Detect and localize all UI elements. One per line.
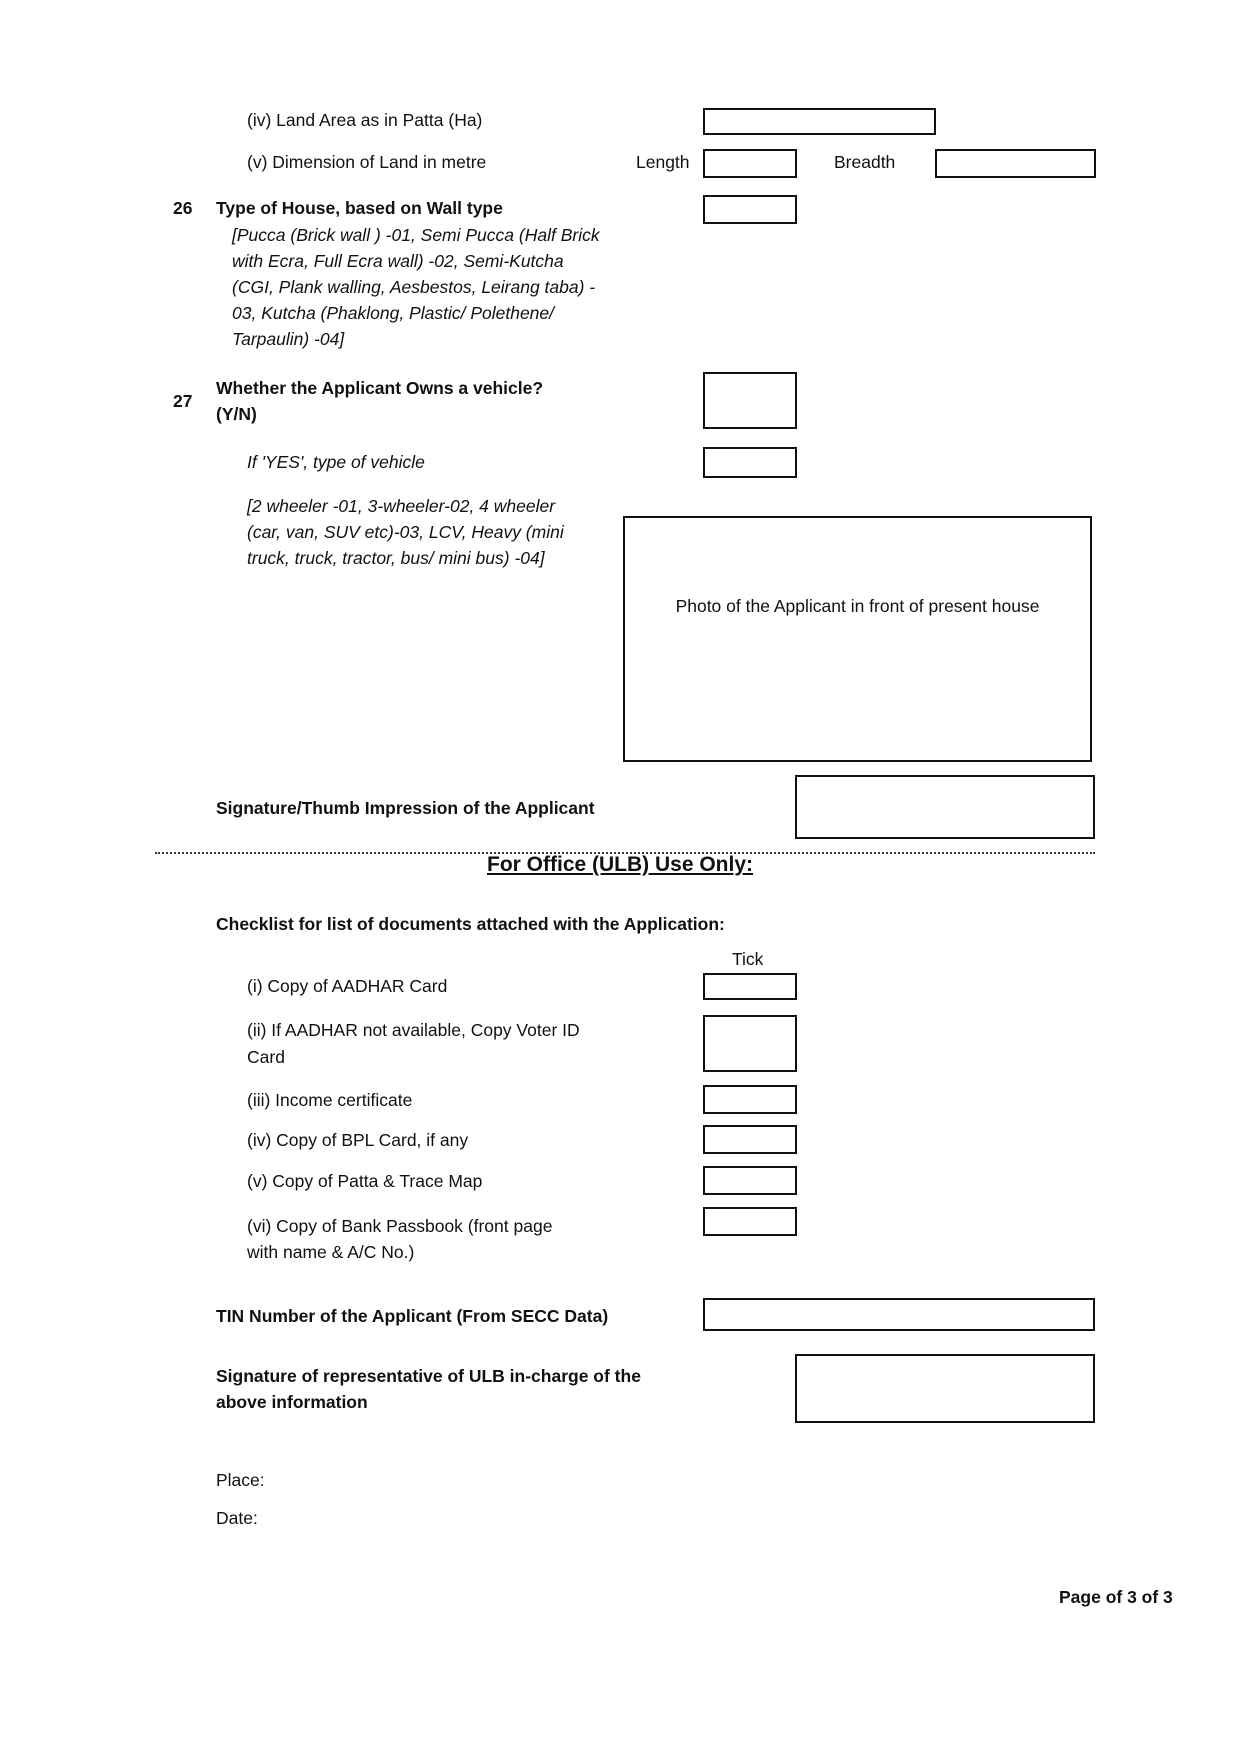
date-label: Date: xyxy=(216,1508,258,1528)
checklist-tick-box[interactable] xyxy=(703,1125,797,1154)
checklist-title: Checklist for list of documents attached with the Application: xyxy=(216,914,725,934)
ulb-signature-label-continued: above information xyxy=(216,1392,368,1412)
applicant-signature-box[interactable] xyxy=(795,775,1095,839)
checklist-item: (iv) Copy of BPL Card, if any xyxy=(247,1130,469,1150)
q27-title-line: Whether the Applicant Owns a vehicle? xyxy=(216,378,544,398)
q26-option-line: Tarpaulin) -04] xyxy=(232,329,345,349)
applicant-signature-label: Signature/Thumb Impression of the Applicant xyxy=(216,798,595,818)
length-field[interactable] xyxy=(703,149,797,178)
page-number: Page of 3 of 3 xyxy=(1059,1587,1173,1607)
checklist-item: (i) Copy of AADHAR Card xyxy=(247,976,448,996)
breadth-field[interactable] xyxy=(935,149,1096,178)
owns-vehicle-field[interactable] xyxy=(703,372,797,429)
checklist-tick-box[interactable] xyxy=(703,1207,797,1236)
checklist-item-continued: Card xyxy=(247,1047,285,1067)
land-dimension-label: (v) Dimension of Land in metre xyxy=(247,152,487,172)
tin-label: TIN Number of the Applicant (From SECC Data) xyxy=(216,1306,609,1326)
checklist-tick-box[interactable] xyxy=(703,1166,797,1195)
checklist-item: (vi) Copy of Bank Passbook (front page xyxy=(247,1216,553,1236)
q26-title: Type of House, based on Wall type xyxy=(216,198,503,218)
office-use-heading: For Office (ULB) Use Only: xyxy=(487,853,754,876)
q27-title-line: (Y/N) xyxy=(216,404,257,424)
q26-number: 26 xyxy=(173,198,193,218)
q26-option-line: [Pucca (Brick wall ) -01, Semi Pucca (Half Brick xyxy=(232,225,600,245)
checklist-tick-box[interactable] xyxy=(703,1015,797,1072)
vehicle-option-line: (car, van, SUV etc)-03, LCV, Heavy (mini xyxy=(247,522,564,542)
ulb-signature-label: Signature of representative of ULB in-charge of the xyxy=(216,1366,641,1386)
checklist-item: (iii) Income certificate xyxy=(247,1090,413,1110)
applicant-photo-box[interactable] xyxy=(623,516,1092,762)
q26-option-line: with Ecra, Full Ecra wall) -02, Semi-Kutcha xyxy=(232,251,564,271)
checklist-item: (ii) If AADHAR not available, Copy Voter ID xyxy=(247,1020,580,1040)
tick-column-label: Tick xyxy=(732,949,764,969)
house-type-field[interactable] xyxy=(703,195,797,224)
vehicle-type-field[interactable] xyxy=(703,447,797,478)
place-label: Place: xyxy=(216,1470,265,1490)
if-yes-label: If 'YES', type of vehicle xyxy=(247,452,425,472)
tin-field[interactable] xyxy=(703,1298,1095,1331)
checklist-tick-box[interactable] xyxy=(703,973,797,1000)
q27-number: 27 xyxy=(173,391,193,411)
land-area-label: (iv) Land Area as in Patta (Ha) xyxy=(247,110,483,130)
land-area-field[interactable] xyxy=(703,108,936,135)
checklist-item: (v) Copy of Patta & Trace Map xyxy=(247,1171,483,1191)
checklist-tick-box[interactable] xyxy=(703,1085,797,1114)
q26-option-line: 03, Kutcha (Phaklong, Plastic/ Polethene/ xyxy=(232,303,555,323)
photo-label: Photo of the Applicant in front of present house xyxy=(675,596,1040,616)
ulb-signature-box[interactable] xyxy=(795,1354,1095,1423)
vehicle-option-line: truck, truck, tractor, bus/ mini bus) -04] xyxy=(247,548,545,568)
length-label: Length xyxy=(636,152,690,172)
vehicle-option-line: [2 wheeler -01, 3-wheeler-02, 4 wheeler xyxy=(247,496,556,516)
q26-option-line: (CGI, Plank walling, Aesbestos, Leirang taba) - xyxy=(232,277,596,297)
breadth-label: Breadth xyxy=(834,152,896,172)
checklist-item-continued: with name & A/C No.) xyxy=(247,1242,415,1262)
